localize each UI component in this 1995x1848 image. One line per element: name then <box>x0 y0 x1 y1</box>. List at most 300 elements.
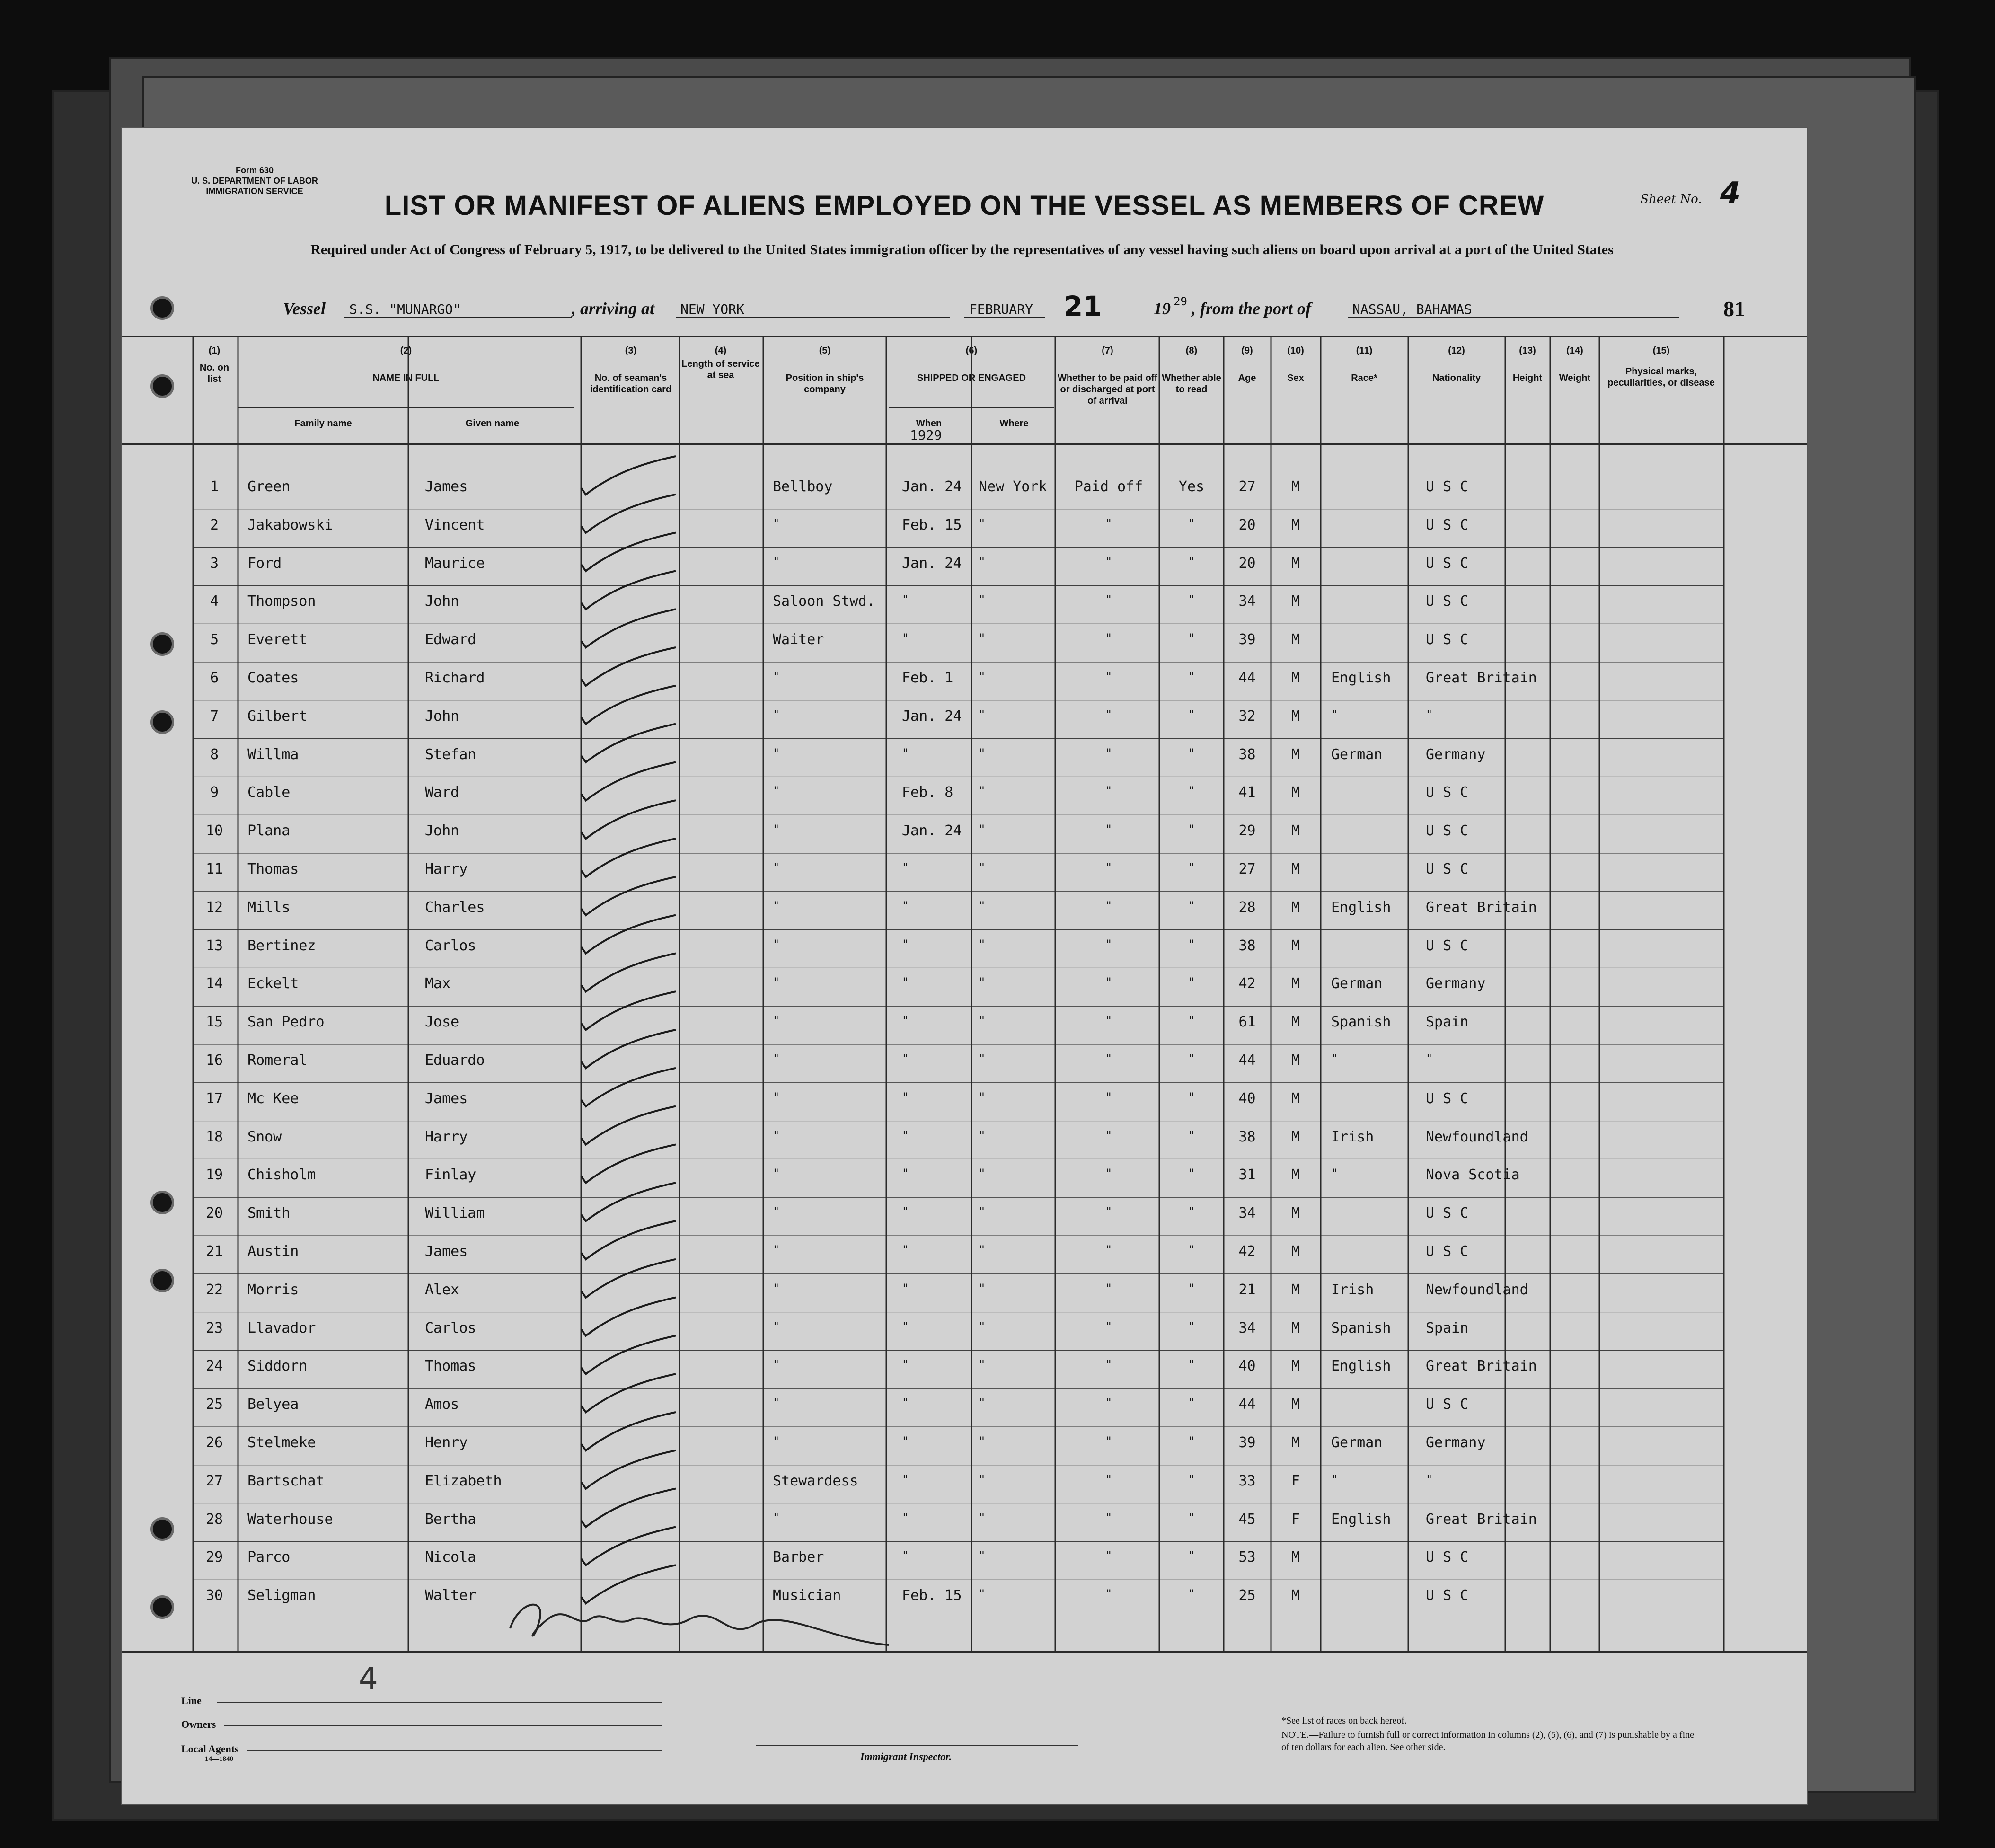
row-number: 25 <box>205 1396 223 1413</box>
row-number: 5 <box>210 631 219 648</box>
able-to-read: " <box>1188 1090 1195 1104</box>
able-to-read: Yes <box>1178 478 1205 495</box>
shipped-when: " <box>902 1511 909 1524</box>
shipped-when: " <box>902 1014 909 1027</box>
family-name: Coates <box>247 670 299 686</box>
age: 34 <box>1238 1205 1256 1222</box>
row-number: 16 <box>205 1052 223 1069</box>
given-name: Alex <box>425 1281 459 1298</box>
position: " <box>773 707 780 721</box>
shipped-when: " <box>902 1090 909 1104</box>
paid-off: " <box>1105 516 1112 530</box>
age: 39 <box>1238 1434 1256 1451</box>
table-row <box>122 1434 1807 1473</box>
given-name: Thomas <box>425 1358 477 1375</box>
sex: F <box>1291 1511 1300 1528</box>
nationality: Newfoundland <box>1426 1128 1528 1145</box>
shipped-where: " <box>979 1052 986 1065</box>
nationality: U S C <box>1426 555 1469 572</box>
shipped-where: " <box>979 670 986 683</box>
age: 27 <box>1238 478 1256 495</box>
binder-hole <box>150 296 174 320</box>
table-row <box>122 670 1807 708</box>
col-10-header <box>1272 345 1319 384</box>
race: Spanish <box>1331 1014 1391 1031</box>
age: 38 <box>1238 1128 1256 1145</box>
family-name: Eckelt <box>247 975 299 992</box>
sex: M <box>1291 593 1300 610</box>
sex: M <box>1291 1205 1300 1222</box>
family-name: Ford <box>247 555 282 572</box>
year-suffix: 29 <box>1174 295 1187 308</box>
family-name: Gilbert <box>247 707 308 725</box>
shipped-where: " <box>979 899 986 912</box>
year-prefix: 19 <box>1154 299 1171 318</box>
shipped-where: " <box>979 1128 986 1142</box>
table-row <box>122 708 1807 746</box>
shipped-where: " <box>979 861 986 874</box>
position: " <box>773 670 780 683</box>
position: " <box>773 1128 780 1142</box>
sex: M <box>1291 937 1300 954</box>
binder-hole <box>150 374 174 398</box>
nationality: U S C <box>1426 478 1469 495</box>
col-5-header <box>766 345 884 395</box>
shipped-where: " <box>979 1090 986 1104</box>
race: German <box>1331 1434 1383 1451</box>
col-title: Length of service at sea <box>681 359 760 380</box>
row-number: 19 <box>205 1167 223 1184</box>
race: English <box>1331 1358 1391 1375</box>
row-number: 28 <box>205 1511 223 1528</box>
table-row <box>122 1320 1807 1358</box>
col-11-header <box>1322 345 1407 384</box>
agents-label: Local Agents <box>181 1743 239 1755</box>
able-to-read: " <box>1188 1128 1195 1142</box>
age: 27 <box>1238 861 1256 877</box>
position: " <box>773 1319 780 1333</box>
row-number: 7 <box>210 707 219 725</box>
nationality: Spain <box>1426 1319 1469 1336</box>
position: " <box>773 746 780 760</box>
col-number: (14) <box>1566 345 1583 356</box>
table-row <box>122 1014 1807 1052</box>
family-name: Stelmeke <box>247 1434 316 1451</box>
sex: M <box>1291 1319 1300 1336</box>
race: English <box>1331 670 1391 686</box>
table-row <box>122 899 1807 937</box>
table-row <box>122 1396 1807 1434</box>
race: " <box>1331 1052 1338 1065</box>
given-name: Carlos <box>425 937 477 954</box>
paid-off: " <box>1105 1472 1112 1486</box>
table-row <box>122 478 1807 517</box>
age: 42 <box>1238 1243 1256 1260</box>
paid-off: " <box>1105 1243 1112 1256</box>
sex: M <box>1291 784 1300 801</box>
paid-off: " <box>1105 861 1112 874</box>
row-number: 4 <box>210 593 219 610</box>
paid-off: " <box>1105 1587 1112 1601</box>
table-row <box>122 784 1807 822</box>
row-number: 15 <box>205 1014 223 1031</box>
table-row <box>122 937 1807 976</box>
row-number: 6 <box>210 670 219 686</box>
family-name: Snow <box>247 1128 282 1145</box>
shipped-where: " <box>979 1434 986 1448</box>
from-port-label: , from the port of <box>1192 299 1312 318</box>
sex: M <box>1291 631 1300 648</box>
row-number: 3 <box>210 555 219 572</box>
paid-off: " <box>1105 707 1112 721</box>
given-name: Harry <box>425 861 468 877</box>
race: Irish <box>1331 1281 1374 1298</box>
shipped-where: " <box>979 1511 986 1524</box>
age: 42 <box>1238 975 1256 992</box>
position: Bellboy <box>773 478 833 495</box>
table-row <box>122 1243 1807 1282</box>
table-row <box>122 1205 1807 1243</box>
col-title: Race* <box>1351 373 1377 383</box>
family-name: Thompson <box>247 593 316 610</box>
shipped-where: " <box>979 1549 986 1563</box>
table-row <box>122 1587 1807 1626</box>
able-to-read: " <box>1188 593 1195 607</box>
arrival-port: NEW YORK <box>676 301 950 318</box>
shipped-when: " <box>902 1128 909 1142</box>
family-name: Jakabowski <box>247 516 333 533</box>
age: 41 <box>1238 784 1256 801</box>
col-title: Weight <box>1559 373 1591 383</box>
able-to-read: " <box>1188 822 1195 836</box>
age: 31 <box>1238 1167 1256 1184</box>
shipped-where: New York <box>979 478 1047 495</box>
family-name: Llavador <box>247 1319 316 1336</box>
sex: M <box>1291 1014 1300 1031</box>
nationality: Great Britain <box>1426 670 1537 686</box>
table-row <box>122 861 1807 899</box>
shipped-where: " <box>979 1472 986 1486</box>
given-name: William <box>425 1205 485 1222</box>
table-row <box>122 975 1807 1014</box>
age: 21 <box>1238 1281 1256 1298</box>
sex: M <box>1291 822 1300 840</box>
age: 44 <box>1238 1396 1256 1413</box>
able-to-read: " <box>1188 555 1195 568</box>
age: 39 <box>1238 631 1256 648</box>
col-4-header <box>680 345 761 381</box>
family-name: Siddorn <box>247 1358 308 1375</box>
nationality: U S C <box>1426 822 1469 840</box>
given-name: Max <box>425 975 451 992</box>
family-name: Everett <box>247 631 308 648</box>
position: " <box>773 861 780 874</box>
position: " <box>773 975 780 989</box>
paid-off: " <box>1105 975 1112 989</box>
col-number: (9) <box>1241 345 1253 356</box>
row-number: 24 <box>205 1358 223 1375</box>
paid-off: " <box>1105 555 1112 568</box>
col-9-header <box>1225 345 1270 384</box>
family-name: Green <box>247 478 291 495</box>
age: 33 <box>1238 1472 1256 1489</box>
paid-off: " <box>1105 746 1112 760</box>
shipped-where: " <box>979 1396 986 1410</box>
given-name: Stefan <box>425 746 477 763</box>
paid-off: " <box>1105 1128 1112 1142</box>
departure-port: NASSAU, BAHAMAS <box>1348 301 1679 318</box>
able-to-read: " <box>1188 784 1195 798</box>
manifest-page <box>121 127 1808 1805</box>
shipped-when: " <box>902 1396 909 1410</box>
col-title: Position in ship's company <box>786 373 864 395</box>
col-13-header <box>1506 345 1549 384</box>
shipped-when: " <box>902 1472 909 1486</box>
given-name: Nicola <box>425 1549 477 1566</box>
row-number: 12 <box>205 899 223 916</box>
shipped-when: Jan. 24 <box>902 478 962 495</box>
shipped-when: " <box>902 1281 909 1295</box>
paid-off: " <box>1105 784 1112 798</box>
sex: M <box>1291 861 1300 877</box>
shipped-when: " <box>902 1549 909 1563</box>
family-name: Mills <box>247 899 291 916</box>
able-to-read: " <box>1188 975 1195 989</box>
age: 40 <box>1238 1358 1256 1375</box>
paid-off: " <box>1105 593 1112 607</box>
table-row <box>122 1282 1807 1320</box>
position: " <box>773 516 780 530</box>
row-number: 13 <box>205 937 223 954</box>
nationality: Great Britain <box>1426 899 1537 916</box>
sex: M <box>1291 1167 1300 1184</box>
age: 40 <box>1238 1090 1256 1107</box>
form-number: Form 630 <box>235 166 274 175</box>
age: 34 <box>1238 1319 1256 1336</box>
able-to-read: " <box>1188 746 1195 760</box>
department-name: U. S. DEPARTMENT OF LABOR <box>191 176 318 186</box>
shipped-where: " <box>979 784 986 798</box>
age: 34 <box>1238 593 1256 610</box>
age: 32 <box>1238 707 1256 725</box>
position: " <box>773 822 780 836</box>
col-title: Whether to be paid off or discharged at port of arrival <box>1057 373 1158 406</box>
table-row <box>122 631 1807 670</box>
arrival-month: FEBRUARY <box>964 301 1045 318</box>
able-to-read: " <box>1188 1511 1195 1524</box>
position: " <box>773 555 780 568</box>
family-name: Waterhouse <box>247 1511 333 1528</box>
paid-off: " <box>1105 1014 1112 1027</box>
sex: M <box>1291 516 1300 533</box>
nationality: U S C <box>1426 593 1469 610</box>
row-number: 8 <box>210 746 219 763</box>
shipped-when: " <box>902 975 909 989</box>
given-name: Carlos <box>425 1319 477 1336</box>
col-number: (15) <box>1652 345 1670 356</box>
paid-off: " <box>1105 1358 1112 1371</box>
sex: M <box>1291 1052 1300 1069</box>
race: " <box>1331 1167 1338 1180</box>
row-number: 11 <box>205 861 223 877</box>
agents-field <box>247 1750 662 1751</box>
col-2-header <box>238 345 574 384</box>
shipped-when: Feb. 15 <box>902 1587 962 1604</box>
family-name-header: Family name <box>294 418 352 429</box>
table-row <box>122 1090 1807 1129</box>
shipped-when: " <box>902 1319 909 1333</box>
shipped-when: " <box>902 1205 909 1219</box>
fine-notice: NOTE.—Failure to furnish full or correct information in columns (2), (5), (6), and (7) is punishable by a fine of ten dollars for each alien. See other side. <box>1281 1730 1695 1752</box>
age: 44 <box>1238 670 1256 686</box>
able-to-read: " <box>1188 1587 1195 1601</box>
given-name: Maurice <box>425 555 485 572</box>
position: Saloon Stwd. <box>773 593 875 610</box>
given-name: Elizabeth <box>425 1472 502 1489</box>
family-name: San Pedro <box>247 1014 325 1031</box>
position: " <box>773 1167 780 1180</box>
col-number: (10) <box>1287 345 1304 356</box>
nationality: U S C <box>1426 861 1469 877</box>
able-to-read: " <box>1188 1243 1195 1256</box>
col-number: (8) <box>1185 345 1198 356</box>
shipped-when: " <box>902 1167 909 1180</box>
able-to-read: " <box>1188 1205 1195 1219</box>
row-number: 20 <box>205 1205 223 1222</box>
age: 28 <box>1238 899 1256 916</box>
col-number: (13) <box>1519 345 1536 356</box>
nationality: U S C <box>1426 1205 1469 1222</box>
shipped-when: " <box>902 1358 909 1371</box>
age: 53 <box>1238 1549 1256 1566</box>
col-number: (7) <box>1102 345 1113 356</box>
position: Stewardess <box>773 1472 858 1489</box>
nationality: U S C <box>1426 1090 1469 1107</box>
family-name: Smith <box>247 1205 291 1222</box>
position: " <box>773 784 780 798</box>
vessel-label: Vessel <box>283 299 326 318</box>
row-number: 22 <box>205 1281 223 1298</box>
col-title: Nationality <box>1432 373 1481 383</box>
page-title: LIST OR MANIFEST OF ALIENS EMPLOYED ON THE VESSEL AS MEMBERS OF CREW <box>384 190 1545 221</box>
col-3-header <box>583 345 678 395</box>
when-header: When <box>916 418 942 429</box>
paid-off: " <box>1105 937 1112 951</box>
col-8-header <box>1161 345 1222 395</box>
paid-off: " <box>1105 670 1112 683</box>
col-number: (1) <box>208 345 221 356</box>
position: " <box>773 1090 780 1104</box>
nationality: Germany <box>1426 1434 1486 1451</box>
given-name: Richard <box>425 670 485 686</box>
row-number: 30 <box>205 1587 223 1604</box>
row-number: 1 <box>210 478 219 495</box>
col-number: (6) <box>965 345 978 356</box>
col-6-header <box>889 345 1054 384</box>
position: Barber <box>773 1549 824 1566</box>
shipped-where: " <box>979 822 986 836</box>
shipped-where: " <box>979 1014 986 1027</box>
shipped-where: " <box>979 1358 986 1371</box>
sex: M <box>1291 975 1300 992</box>
age: 29 <box>1238 822 1256 840</box>
col-12-header <box>1409 345 1504 384</box>
position: " <box>773 1243 780 1256</box>
shipped-when: Jan. 24 <box>902 822 962 840</box>
sex: F <box>1291 1472 1300 1489</box>
position: " <box>773 899 780 912</box>
paid-off: " <box>1105 1281 1112 1295</box>
shipped-when: Feb. 8 <box>902 784 953 801</box>
row-number: 18 <box>205 1128 223 1145</box>
given-name: Edward <box>425 631 477 648</box>
page-number: 81 <box>1723 297 1745 321</box>
shipped-where: " <box>979 707 986 721</box>
sex: M <box>1291 1587 1300 1604</box>
shipped-where: " <box>979 975 986 989</box>
row-number: 10 <box>205 822 223 840</box>
family-name: Bartschat <box>247 1472 325 1489</box>
given-name: James <box>425 1243 468 1260</box>
family-name: Thomas <box>247 861 299 877</box>
inspector-label: Immigrant Inspector. <box>860 1751 952 1762</box>
position: " <box>773 1396 780 1410</box>
shipped-where: " <box>979 593 986 607</box>
race: " <box>1331 1472 1338 1486</box>
table-row <box>122 555 1807 593</box>
position: " <box>773 1434 780 1448</box>
col-number: (3) <box>625 345 637 356</box>
inspector-field <box>756 1745 1078 1746</box>
age: 38 <box>1238 937 1256 954</box>
family-name: Willma <box>247 746 299 763</box>
nationality: U S C <box>1426 937 1469 954</box>
col-number: (5) <box>819 345 831 356</box>
paid-off: " <box>1105 1511 1112 1524</box>
position: " <box>773 937 780 951</box>
service-name: IMMIGRATION SERVICE <box>206 186 303 196</box>
sex: M <box>1291 1396 1300 1413</box>
nationality: U S C <box>1426 784 1469 801</box>
agents-code: 14—1840 <box>205 1755 233 1763</box>
given-name: Bertha <box>425 1511 477 1528</box>
family-name: Romeral <box>247 1052 308 1069</box>
col-15-header <box>1601 345 1721 389</box>
row-number: 2 <box>210 516 219 533</box>
table-row <box>122 593 1807 631</box>
nationality: Germany <box>1426 746 1486 763</box>
owners-label: Owners <box>181 1718 216 1730</box>
nationality: U S C <box>1426 1396 1469 1413</box>
paid-off: " <box>1105 1319 1112 1333</box>
given-name-header: Given name <box>465 418 520 429</box>
col-7-header <box>1057 345 1158 407</box>
race: Spanish <box>1331 1319 1391 1336</box>
given-name: James <box>425 478 468 495</box>
shipped-when: " <box>902 861 909 874</box>
shipped-where: " <box>979 555 986 568</box>
shipped-where: " <box>979 746 986 760</box>
family-name: Plana <box>247 822 291 840</box>
row-number: 26 <box>205 1434 223 1451</box>
given-name: Eduardo <box>425 1052 485 1069</box>
race: English <box>1331 1511 1391 1528</box>
nationality: " <box>1426 1472 1433 1486</box>
shipped-where: " <box>979 1167 986 1180</box>
shipped-where: " <box>979 1319 986 1333</box>
nationality: Great Britain <box>1426 1358 1537 1375</box>
position: Waiter <box>773 631 824 648</box>
